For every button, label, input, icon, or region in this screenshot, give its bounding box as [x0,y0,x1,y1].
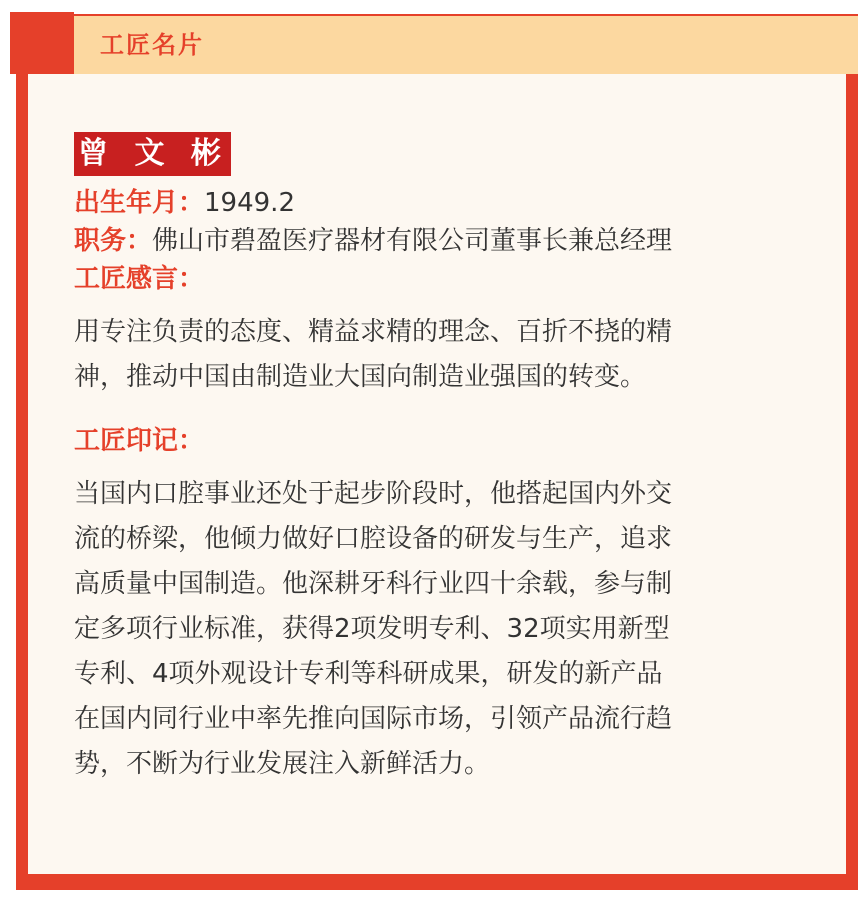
achievements-line: 当国内口腔事业还处于起步阶段时，他搭起国内外交 [74,479,673,509]
card-body [28,74,846,874]
person-name: 曾 文 彬 [74,132,231,176]
motto-line: 用专注负责的态度、精益求精的理念、百折不挠的精 [74,317,673,347]
achievements-line: 专利、4项外观设计专利等科研成果，研发的新产品 [74,659,663,689]
motto-label: 工匠感言： [74,264,205,294]
achievements-line: 定多项行业标准，获得2项发明专利、32项实用新型 [74,614,670,644]
achievements-text [74,472,814,787]
profile-content [74,132,814,787]
corner-accent [10,12,74,74]
motto-line: 神，推动中国由制造业大国向制造业强国的转变。 [74,362,647,392]
birth-row [74,184,814,222]
achievements-line: 势，不断为行业发展注入新鲜活力。 [74,749,491,779]
motto-text [74,310,814,400]
position-label: 职务： [74,226,153,256]
position-row [74,222,814,260]
position-value: 佛山市碧盈医疗器材有限公司董事长兼总经理 [152,226,673,256]
birth-label: 出生年月： [74,188,205,218]
card-header [74,16,858,74]
achievements-line: 在国内同行业中率先推向国际市场，引领产品流行趋 [74,704,673,734]
card-title: 工匠名片 [100,31,204,59]
birth-value: 1949.2 [204,188,295,218]
achievements-label: 工匠印记： [74,426,205,456]
achievements-line: 流的桥梁，他倾力做好口腔设备的研发与生产，追求 [74,524,673,554]
achievements-line: 高质量中国制造。他深耕牙科行业四十余载，参与制 [74,569,673,599]
